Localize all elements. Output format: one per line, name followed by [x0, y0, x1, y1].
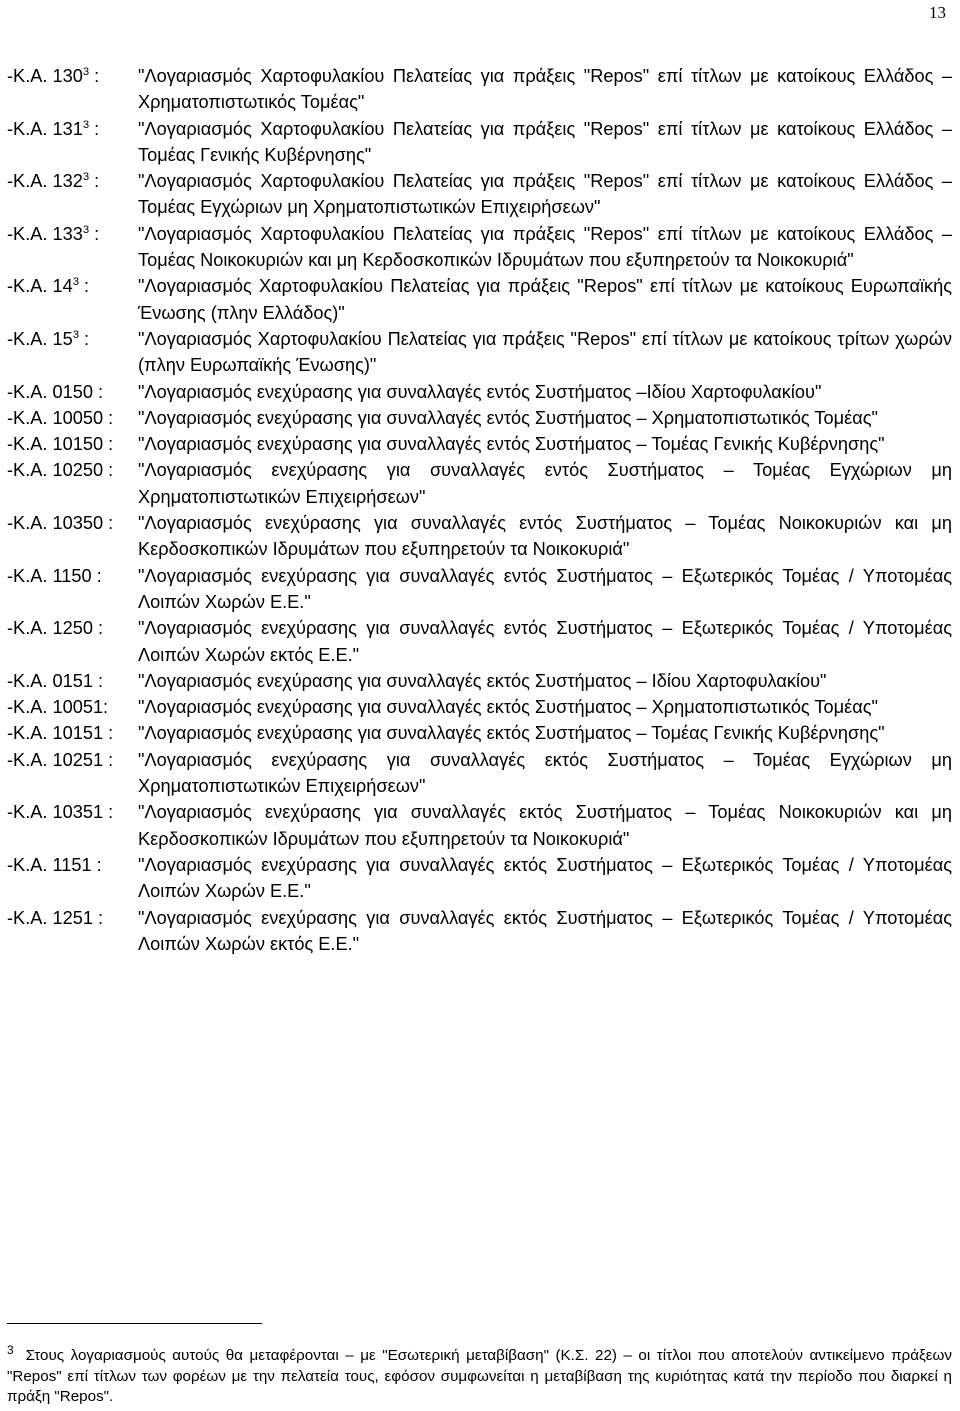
account-description: "Λογαριασμός ενεχύρασης για συναλλαγές εκτός Συστήματος – Εξωτερικός Τομέας / Υποτομέας Λοιπών Χωρών Ε.Ε." [138, 854, 952, 902]
account-description: "Λογαριασμός ενεχύρασης για συναλλαγές εντός Συστήματος – Εξωτερικός Τομέας / Υποτομέας Λοιπών Χωρών Ε.Ε." [138, 565, 952, 612]
account-code: -Κ.Α. 10150 : [7, 434, 114, 455]
account-entry [7, 510, 952, 563]
account-code: -Κ.Α. 10151 : [7, 723, 114, 744]
footnote-reference: 3 [82, 171, 90, 184]
account-entry [7, 326, 952, 379]
account-code: -Κ.Α. 1151 : [7, 854, 102, 875]
account-description: "Λογαριασμός ενεχύρασης για συναλλαγές εντός Συστήματος – Εξωτερικός Τομέας / Υποτομέας Λοιπών Χωρών εκτός Ε.Ε." [138, 618, 952, 665]
footnote-reference: 3 [82, 223, 90, 236]
account-entry [7, 405, 952, 431]
account-description: "Λογαριασμός Χαρτοφυλακίου Πελατείας για πράξεις "Repos" επί τίτλων με κατοίκους Ελλάδος – Τομέας Εγχώριων μη Χρηματοπιστωτικών Επιχειρήσεων" [138, 171, 952, 218]
account-code-list [7, 63, 952, 957]
footnote-marker: 3 [7, 1342, 14, 1357]
account-description: "Λογαριασμός ενεχύρασης για συναλλαγές εκτός Συστήματος – Τομέας Νοικοκυριών και μη Κερδοσκοπικών Ιδρυμάτων που εξυπηρετούν τα Νοικοκυριά" [138, 802, 952, 849]
account-description: "Λογαριασμός ενεχύρασης για συναλλαγές εκτός Συστήματος – Τομέας Γενικής Κυβέρνησης" [138, 723, 885, 744]
account-entry [7, 615, 952, 668]
account-code: -Κ.Α. 10250 : [7, 460, 114, 481]
account-description: "Λογαριασμός ενεχύρασης για συναλλαγές εκτός Συστήματος – Χρηματοπιστωτικός Τομέας" [138, 697, 878, 718]
account-description: "Λογαριασμός ενεχύρασης για συναλλαγές εκτός Συστήματος – Ιδίου Χαρτοφυλακίου" [138, 670, 827, 691]
account-entry [7, 852, 952, 905]
account-code: -Κ.Α. 10251 : [7, 749, 114, 770]
page-number: 13 [929, 3, 946, 22]
account-description: "Λογαριασμός Χαρτοφυλακίου Πελατείας για πράξεις "Repos" επί τίτλων με κατοίκους Ελλάδος – Τομέας Νοικοκυριών και μη Κερδοσκοπικών Ιδρυμάτων που εξυπηρετούν τα Νοικοκυριά" [138, 223, 952, 271]
account-entry [7, 63, 952, 116]
account-entry [7, 457, 952, 510]
footnote-reference: 3 [82, 65, 90, 78]
account-entry [7, 668, 952, 694]
account-description: "Λογαριασμός ενεχύρασης για συναλλαγές εντός Συστήματος – Τομέας Νοικοκυριών και μη Κερδοσκοπικών Ιδρυμάτων που εξυπηρετούν τα Νοικοκυριά" [138, 513, 952, 560]
account-description: "Λογαριασμός ενεχύρασης για συναλλαγές εντός Συστήματος – Χρηματοπιστωτικός Τομέας" [138, 407, 878, 428]
account-code: -Κ.Α. 1150 : [7, 565, 102, 586]
account-entry [7, 563, 952, 616]
footnote [7, 1342, 952, 1408]
account-code: -Κ.Α. $132^3$ : [7, 171, 100, 192]
account-code: -Κ.Α. 0151 : [7, 670, 104, 691]
account-description: "Λογαριασμός ενεχύρασης για συναλλαγές εντός Συστήματος – Τομέας Εγχώριων μη Χρηματοπιστωτικών Επιχειρήσεων" [138, 460, 952, 507]
account-code: -Κ.Α. 10350 : [7, 513, 114, 534]
account-description: "Λογαριασμός ενεχύρασης για συναλλαγές εκτός Συστήματος – Εξωτερικός Τομέας / Υποτομέας Λοιπών Χωρών εκτός Ε.Ε." [138, 907, 952, 954]
footnote-reference: 3 [82, 118, 90, 131]
account-code: -Κ.Α. 10051: [7, 697, 109, 718]
account-entry [7, 273, 952, 326]
account-code: -Κ.Α. $130^3$ : [7, 65, 100, 86]
account-entry [7, 799, 952, 852]
account-entry [7, 221, 952, 274]
account-description: "Λογαριασμός ενεχύρασης για συναλλαγές εντός Συστήματος – Τομέας Γενικής Κυβέρνησης" [138, 434, 885, 455]
account-code: -Κ.Α. 1251 : [7, 907, 104, 928]
account-entry [7, 379, 952, 405]
account-description: "Λογαριασμός Χαρτοφυλακίου Πελατείας για πράξεις "Repos" επί τίτλων με κατοίκους τρίτων χωρών (πλην Ευρωπαϊκής Ένωσης)" [138, 328, 952, 376]
account-code: -Κ.Α. 0150 : [7, 381, 104, 402]
account-code: -Κ.Α. $133^3$ : [7, 223, 100, 244]
footnote-reference: 3 [72, 328, 79, 341]
account-entry [7, 168, 952, 221]
account-code: -Κ.Α. 10351 : [7, 802, 114, 823]
account-entry [7, 905, 952, 958]
account-description: "Λογαριασμός Χαρτοφυλακίου Πελατείας για πράξεις "Repos" επί τίτλων με κατοίκους Ελλάδος – Τομέας Γενικής Κυβέρνησης" [138, 118, 952, 165]
account-code: -Κ.Α. 1250 : [7, 618, 104, 639]
account-description: "Λογαριασμός Χαρτοφυλακίου Πελατείας για πράξεις "Repos" επί τίτλων με κατοίκους Ευρωπαϊκής Ένωσης (πλην Ελλάδος)" [138, 276, 952, 323]
account-entry [7, 431, 952, 457]
account-entry [7, 116, 952, 169]
account-entry [7, 747, 952, 800]
footnote-reference: 3 [72, 276, 79, 289]
account-entry [7, 694, 952, 720]
account-code: -Κ.Α. $14^3$ : [7, 276, 90, 297]
account-description: "Λογαριασμός Χαρτοφυλακίου Πελατείας για πράξεις "Repos" επί τίτλων με κατοίκους Ελλάδος – Χρηματοπιστωτικός Τομέας" [138, 66, 952, 113]
account-code: -Κ.Α. $15^3$ : [7, 328, 90, 349]
footnote-separator [7, 1323, 262, 1324]
account-code: -Κ.Α. 10050 : [7, 407, 114, 428]
account-description: "Λογαριασμός ενεχύρασης για συναλλαγές εκτός Συστήματος – Τομέας Εγχώριων μη Χρηματοπιστωτικών Επιχειρήσεων" [138, 749, 952, 797]
account-code: -Κ.Α. $131^3$ : [7, 118, 100, 139]
account-entry [7, 720, 952, 746]
footnote-text: Στους λογαριασμούς αυτούς θα μεταφέρονται – με "Εσωτερική μεταβίβαση" (Κ.Σ. 22) – οι τίτλοι που αποτελούν αντικείμενο πράξεων "Repos" επί τίτλων των φορέων με την πελατεία τους, εφόσον συμφωνείται η μεταβίβαση της κυριότητας κατά την περίοδο που διαρκεί η πράξη "Repos". [7, 1347, 952, 1405]
account-description: "Λογαριασμός ενεχύρασης για συναλλαγές εντός Συστήματος –Ιδίου Χαρτοφυλακίου" [138, 381, 822, 402]
